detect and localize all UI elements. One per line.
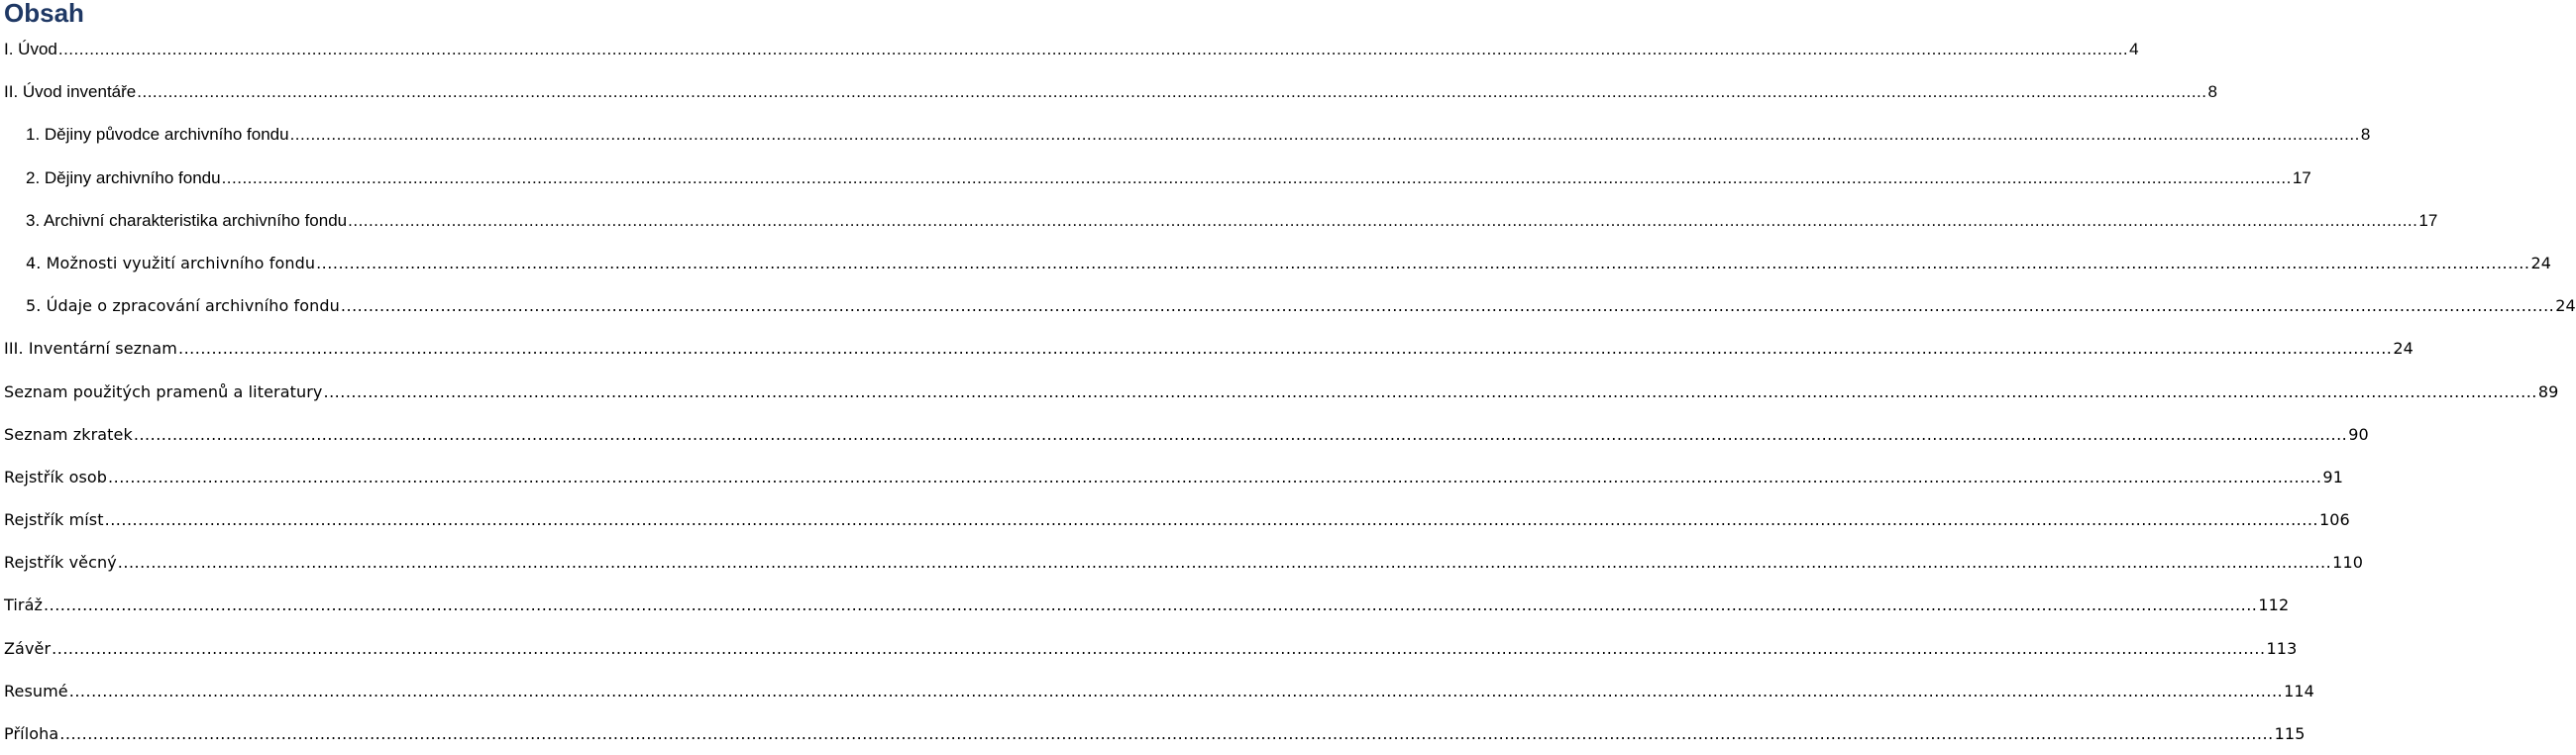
toc-entry[interactable] (4, 199, 2438, 242)
toc-entry-label: II. Úvod inventáře (4, 82, 137, 102)
toc-leader-dots: ................................................................................................................................................................................................................................................................................................................................................................................................................ (289, 125, 2360, 145)
toc-entry-page: 8 (2360, 125, 2371, 145)
toc-entry[interactable] (4, 670, 2314, 712)
toc-entry-page: 4 (2129, 40, 2139, 58)
toc-entry[interactable] (4, 327, 2414, 370)
toc-entry[interactable] (4, 541, 2364, 584)
toc-entry-page: 24 (2530, 253, 2552, 272)
toc-leader-dots: ................................................................................................................................................................................................................................................................................................................................................................................................................ (316, 253, 2530, 272)
toc-entry[interactable] (4, 242, 2552, 284)
toc-entry[interactable] (4, 627, 2298, 670)
toc-entry-label: Tiráž (4, 595, 44, 615)
table-of-contents (4, 28, 2576, 755)
toc-entry[interactable] (4, 113, 2371, 156)
page-title: Obsah (4, 0, 84, 28)
toc-entry-page: 112 (2258, 595, 2290, 615)
toc-entry-page: 113 (2266, 638, 2298, 658)
toc-entry-label: Příloha (4, 724, 59, 743)
toc-leader-dots: ................................................................................................................................................................................................................................................................................................................................................................................................................ (323, 381, 2537, 401)
toc-entry-label: Resumé (4, 681, 68, 701)
toc-entry[interactable] (4, 712, 2306, 755)
toc-entry-label: I. Úvod (4, 40, 57, 58)
toc-entry-page: 24 (2393, 339, 2414, 359)
toc-entry-page: 91 (2322, 467, 2343, 486)
toc-entry[interactable] (4, 456, 2343, 498)
toc-entry[interactable] (4, 284, 2576, 327)
toc-leader-dots: ................................................................................................................................................................................................................................................................................................................................................................................................................ (340, 296, 2555, 316)
toc-entry-page: 90 (2348, 424, 2369, 444)
toc-entry-page: 106 (2319, 510, 2350, 530)
toc-leader-dots: ................................................................................................................................................................................................................................................................................................................................................................................................................ (104, 510, 2318, 530)
toc-entry-label: Závěr (4, 638, 52, 658)
toc-leader-dots: ................................................................................................................................................................................................................................................................................................................................................................................................................ (108, 467, 2322, 486)
toc-entry[interactable] (4, 498, 2350, 541)
toc-entry-label: Rejstřík osob (4, 467, 108, 486)
toc-entry[interactable] (4, 413, 2369, 456)
toc-leader-dots: ................................................................................................................................................................................................................................................................................................................................................................................................................ (137, 82, 2207, 102)
toc-entry-page: 89 (2537, 381, 2559, 401)
toc-leader-dots: ................................................................................................................................................................................................................................................................................................................................................................................................................ (348, 210, 2418, 230)
toc-entry-page: 17 (2292, 167, 2311, 187)
toc-entry-label: 4. Možnosti využití archivního fondu (26, 253, 316, 272)
toc-entry-label: Seznam použitých pramenů a literatury (4, 381, 323, 401)
toc-entry-label: III. Inventární seznam (4, 339, 177, 359)
toc-entry[interactable] (4, 70, 2217, 113)
toc-entry[interactable] (4, 157, 2311, 199)
toc-leader-dots: ................................................................................................................................................................................................................................................................................................................................................................................................................ (44, 595, 2258, 615)
toc-leader-dots: ................................................................................................................................................................................................................................................................................................................................................................................................................ (133, 424, 2348, 444)
toc-entry-label: 2. Dějiny archivního fondu (26, 167, 221, 187)
toc-entry-label: Rejstřík míst (4, 510, 104, 530)
toc-leader-dots: ................................................................................................................................................................................................................................................................................................................................................................................................................ (221, 167, 2292, 187)
toc-entry-label: 3. Archivní charakteristika archivního fondu (26, 210, 348, 230)
toc-entry[interactable] (4, 371, 2559, 413)
toc-leader-dots: ................................................................................................................................................................................................................................................................................................................................................................................................................ (57, 40, 2129, 58)
toc-entry-label: Rejstřík věcný (4, 553, 117, 573)
toc-entry-page: 8 (2207, 82, 2217, 102)
toc-entry[interactable] (4, 28, 2139, 70)
toc-leader-dots: ................................................................................................................................................................................................................................................................................................................................................................................................................ (59, 724, 2274, 743)
toc-entry[interactable] (4, 584, 2290, 626)
toc-entry-page: 17 (2418, 210, 2438, 230)
toc-entry-page: 115 (2274, 724, 2306, 743)
toc-leader-dots: ................................................................................................................................................................................................................................................................................................................................................................................................................ (178, 339, 2393, 359)
toc-leader-dots: ................................................................................................................................................................................................................................................................................................................................................................................................................ (52, 638, 2266, 658)
toc-entry-label: Seznam zkratek (4, 424, 133, 444)
toc-entry-page: 114 (2284, 681, 2314, 701)
toc-entry-page: 24 (2555, 296, 2576, 316)
toc-entry-page: 110 (2332, 553, 2364, 573)
toc-entry-label: 1. Dějiny původce archivního fondu (26, 125, 289, 145)
toc-entry-label: 5. Údaje o zpracování archivního fondu (26, 296, 340, 316)
toc-leader-dots: ................................................................................................................................................................................................................................................................................................................................................................................................................ (68, 681, 2284, 701)
toc-leader-dots: ................................................................................................................................................................................................................................................................................................................................................................................................................ (117, 553, 2332, 573)
